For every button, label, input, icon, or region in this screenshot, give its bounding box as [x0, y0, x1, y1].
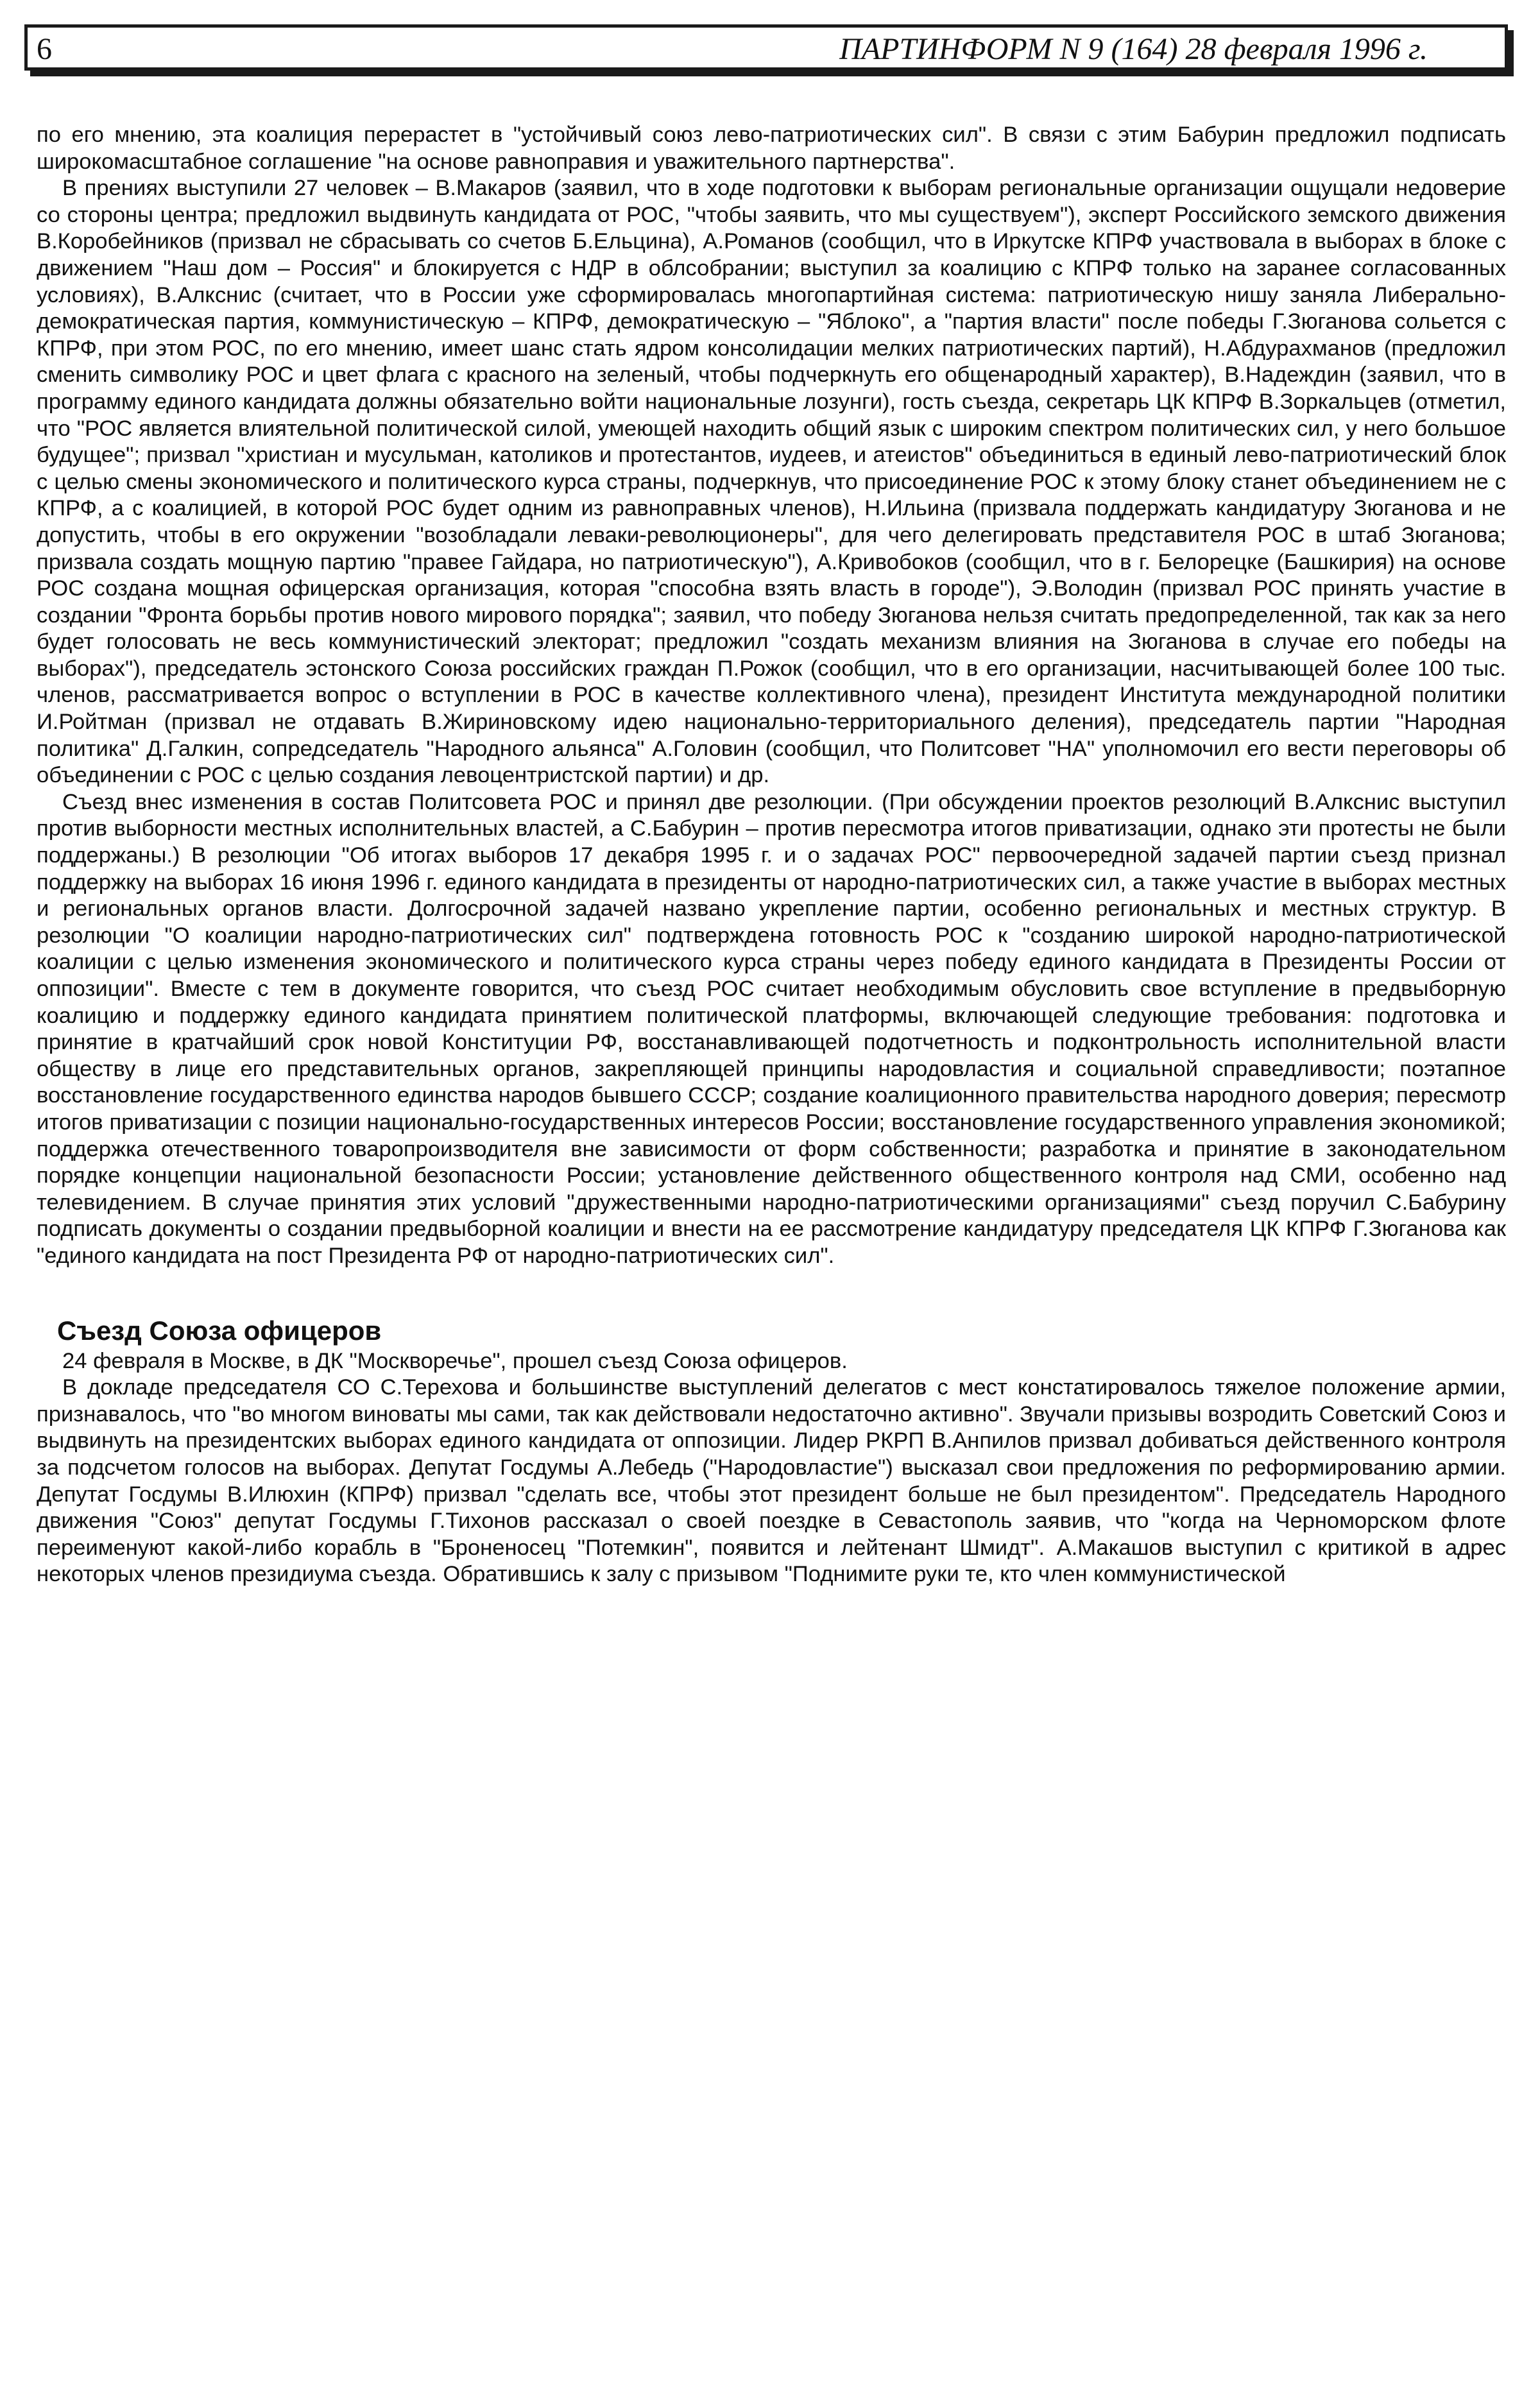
page-content: [37, 122, 1506, 1588]
paragraph: по его мнению, эта коалиция перерастет в "устойчивый союз лево-патриотических сил". В связи с этим Бабурин предложил подписать широкомасштабное соглашение "на основе равноправия и уважительного партнерства".: [37, 123, 1506, 174]
article-ros-congress: [37, 122, 1506, 1270]
section-heading: Съезд Союза офицеров: [57, 1315, 382, 1346]
issue-title: ПАРТИНФОРМ N 9 (164) 28 февраля 1996 г.: [839, 32, 1428, 66]
paragraph: 24 февраля в Москве, в ДК "Москворечье", прошел съезд Союза офицеров.: [62, 1348, 848, 1373]
paragraph: В докладе председателя СО С.Терехова и большинстве выступлений делегатов с мест констатировалось тяжелое положение армии, признавалось, что "во многом виноваты мы сами, так как действовали недостаточно активно". Звучали призывы возродить Советский Союз и выдвинуть на президентских выборах единого кандидата от оппозиции. Лидер РКРП В.Анпилов призвал добиваться действенного контроля за подсчетом голосов на выборах. Депутат Госдумы А.Лебедь ("Народовластие") высказал свои предложения по реформированию армии. Депутат Госдумы В.Илюхин (КПРФ) призвал "сделать все, чтобы этот президент больше не был президентом". Председатель Народного движения "Союз" депутат Госдумы Г.Тихонов рассказал о своей поездке в Севастополь заявив, что "когда на Черноморском флоте переименуют какой-либо корабль в "Броненосец "Потемкин", появится и лейтенант Шмидт". А.Макашов выступил с критикой в адрес некоторых членов президиума съезда. Обратившись к залу с призывом "Поднимите руки те, кто член коммунистической: [37, 1375, 1506, 1587]
page-header: [24, 24, 1508, 71]
page-number: 6: [37, 32, 52, 66]
article-officers-union-congress: [37, 1314, 1506, 1588]
paragraph: Съезд внес изменения в состав Политсовета РОС и принял две резолюции. (При обсуждении проектов резолюций В.Алкснис выступил против выборности местных исполнительных властей, а С.Бабурин – против пересмотра итогов приватизации, однако эти протесты не были поддержаны.) В резолюции "Об итогах выборов 17 декабря 1995 г. и о задачах РОС" первоочередной задачей партии съезд признал поддержку на выборах 16 июня 1996 г. единого кандидата в президенты от народно-патриотических сил, а также участие в выборах местных и региональных органов власти. Долгосрочной задачей названо укрепление партии, особенно региональных и местных структур. В резолюции "О коалиции народно-патриотических сил" подтверждена готовность РОС к "созданию широкой народно-патриотической коалиции с целью изменения экономического и политического курса страны через победу единого кандидата в Президенты России от оппозиции". Вместе с тем в документе говорится, что съезд РОС считает необходимым обусловить свое вступление в предвыборную коалицию и поддержку единого кандидата принятием политической платформы, включающей следующие требования: подготовка и принятие в кратчайший срок новой Конституции РФ, восстанавливающей подотчетность и подконтрольность исполнительной власти обществу в лице его представительных органов, закрепляющей принципы народовластия и социальной справедливости; поэтапное восстановление государственного единства народов бывшего СССР; создание коалиционного правительства народного доверия; пересмотр итогов приватизации с позиции национально-государственных интересов России; восстановление государственного управления экономикой; поддержка отечественного товаропроизводителя вне зависимости от форм собственности; разработка и принятие в законодательном порядке концепции национальной безопасности России; установление действенного общественного контроля над СМИ, особенно над телевидением. В случае принятия этих условий "дружественными народно-патриотическими организациями" съезд поручил С.Бабурину подписать документы о создании предвыборной коалиции и внести на ее рассмотрение кандидатуру председателя ЦК КПРФ Г.Зюганова как "единого кандидата на пост Президента РФ от народно-патриотических сил".: [37, 789, 1506, 1268]
paragraph: В прениях выступили 27 человек – В.Макаров (заявил, что в ходе подготовки к выборам региональные организации ощущали недоверие со стороны центра; предложил выдвинуть кандидата от РОС, "чтобы заявить, что мы существуем"), эксперт Российского земского движения В.Коробейников (призвал не сбрасывать со счетов Б.Ельцина), А.Романов (сообщил, что в Иркутске КПРФ участвовала в выборах в блоке с движением "Наш дом – Россия" и блокируется с НДР в облсобрании; выступил за коалицию с КПРФ только на заранее согласованных условиях), В.Алкснис (считает, что в России уже сформировалась многопартийная система: патриотическую нишу заняла Либерально-демократическая партия, коммунистическую – КПРФ, демократическую – "Яблоко", а "партия власти" после победы Г.Зюганова сольется с КПРФ, при этом РОС, по его мнению, имеет шанс стать ядром консолидации мелких патриотических партий), Н.Абдурахманов (предложил сменить символику РОС и цвет флага с красного на зеленый, чтобы подчеркнуть его общенародный характер), В.Надеждин (заявил, что в программу единого кандидата должны обязательно войти национальные лозунги), гость съезда, секретарь ЦК КПРФ В.Зоркальцев (отметил, что "РОС является влиятельной политической силой, умеющей находить общий язык с широким спектром политических сил, у него большое будущее"; призвал "христиан и мусульман, католиков и протестантов, иудеев, и атеистов" объединиться в единый лево-патриотический блок с целью смены экономического и политического курса страны, подчеркнув, что присоединение РОС к этому блоку станет объединением не с КПРФ, а с коалицией, в которой РОС будет одним из равноправных членов), Н.Ильина (призвала поддержать кандидатуру Зюганова и не допустить, чтобы в его окружении "возобладали леваки-революционеры", для чего делегировать представителя РОС в штаб Зюганова; призвала создать мощную партию "правее Гайдара, но патриотическую"), А.Кривобоков (сообщил, что в г. Белорецке (Башкирия) на основе РОС создана мощная офицерская организация, которая "способна взять власть в городе"), Э.Володин (призвал РОС принять участие в создании "Фронта борьбы против нового мирового порядка"; заявил, что победу Зюганова нельзя считать предопределенной, так как за него будет голосовать не весь коммунистический электорат; предложил "создать механизм влияния на Зюганова в случае его победы на выборах"), председатель эстонского Союза российских граждан П.Рожок (сообщил, что в его организации, насчитывающей более 100 тыс. членов, рассматривается вопрос о вступлении в РОС в качестве коллективного члена), президент Института международной политики И.Ройтман (призвал не отдавать В.Жириновскому идею национально-территориального деления), председатель партии "Народная политика" Д.Галкин, сопредседатель "Народного альянса" А.Головин (сообщил, что Политсовет "НА" уполномочил его вести переговоры об объединении с РОС с целью создания левоцентристской партии) и др.: [37, 176, 1506, 788]
